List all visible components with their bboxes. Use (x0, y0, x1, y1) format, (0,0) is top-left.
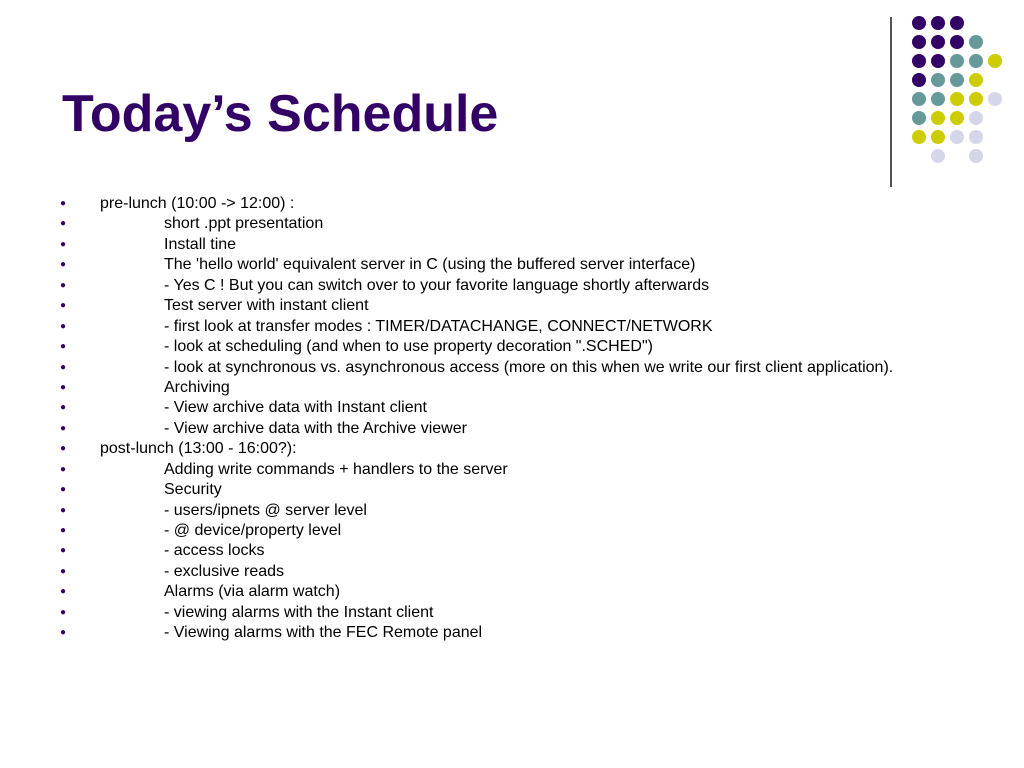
list-item (60, 582, 1000, 602)
list-item (60, 480, 1000, 500)
list-item (60, 337, 1000, 357)
list-item (60, 358, 1000, 378)
decorative-dot-grid (912, 16, 1012, 166)
bullet-text: The 'hello world' equivalent server in C (using the buffered server interface) (164, 256, 696, 274)
list-item (60, 398, 1000, 418)
list-item (60, 501, 1000, 521)
decorative-dot (950, 16, 964, 30)
bullet-dot-icon: ● (60, 422, 67, 434)
decorative-dot (950, 54, 964, 68)
bullet-dot-icon: ● (60, 361, 67, 373)
bullet-text: - Yes C ! But you can switch over to your favorite language shortly afterwards (164, 276, 710, 294)
decorative-dot (931, 54, 945, 68)
bullet-text: Test server with instant client (164, 297, 369, 315)
bullet-text: post-lunch (13:00 - 16:00?): (100, 440, 297, 458)
bullet-text: - first look at transfer modes : TIMER/DATACHANGE, CONNECT/NETWORK (164, 317, 713, 335)
bullet-text: - View archive data with the Archive viewer (164, 419, 467, 437)
decorative-dot (931, 111, 945, 125)
bullet-dot-icon: ● (60, 300, 67, 312)
decorative-dot (950, 130, 964, 144)
decorative-dot (969, 149, 983, 163)
bullet-text: - @ device/property level (164, 522, 342, 539)
bullet-dot-icon: ● (60, 238, 67, 250)
decorative-dot (931, 73, 945, 87)
slide-title: Today’s Schedule (62, 85, 499, 143)
list-item (60, 521, 1000, 541)
decorative-dot (969, 130, 983, 144)
bullet-text: Alarms (via alarm watch) (164, 583, 341, 601)
bullet-text: - viewing alarms with the Instant client (164, 603, 434, 621)
decorative-dot (912, 130, 926, 144)
list-item (60, 317, 1000, 337)
bullet-text: - look at synchronous vs. asynchronous access (more on this when we write our first client application). (164, 358, 894, 376)
bullet-dot-icon: ● (60, 218, 67, 230)
bullet-dot-icon: ● (60, 402, 67, 414)
bullet-dot-icon: ● (60, 545, 67, 557)
decorative-dot (969, 54, 983, 68)
decorative-dot (912, 16, 926, 30)
list-item (60, 460, 1000, 480)
bullet-dot-icon: ● (60, 504, 67, 516)
bullet-text: Archiving (164, 378, 230, 396)
title-divider-line (890, 17, 892, 187)
list-item (60, 276, 1000, 296)
bullet-text: - look at scheduling (and when to use property decoration ".SCHED") (164, 338, 653, 356)
bullet-text: - exclusive reads (164, 562, 285, 580)
bullet-dot-icon: ● (60, 259, 67, 271)
list-item (60, 194, 1000, 214)
decorative-dot (969, 73, 983, 87)
decorative-dot (912, 92, 926, 106)
bullet-dot-icon: ● (60, 586, 67, 598)
list-item (60, 603, 1000, 623)
decorative-dot (931, 149, 945, 163)
decorative-dot (969, 92, 983, 106)
bullet-text: pre-lunch (10:00 -> 12:00) : (100, 195, 295, 212)
list-item (60, 623, 1000, 643)
list-item (60, 214, 1000, 234)
list-item (60, 562, 1000, 582)
list-item (60, 255, 1000, 275)
decorative-dot (969, 111, 983, 125)
decorative-dot (969, 35, 983, 49)
bullet-dot-icon: ● (60, 463, 67, 475)
decorative-dot (931, 16, 945, 30)
bullet-dot-icon: ● (60, 606, 67, 618)
decorative-dot (950, 111, 964, 125)
decorative-dot (912, 35, 926, 49)
bullet-dot-icon: ● (60, 341, 67, 353)
decorative-dot (931, 130, 945, 144)
decorative-dot (950, 35, 964, 49)
list-item (60, 378, 1000, 398)
bullet-dot-icon: ● (60, 320, 67, 332)
bullet-dot-icon: ● (60, 279, 67, 291)
decorative-dot (950, 92, 964, 106)
bullet-text: - View archive data with Instant client (164, 399, 427, 417)
bullet-dot-icon: ● (60, 484, 67, 496)
decorative-dot (931, 92, 945, 106)
list-item (60, 419, 1000, 439)
bullet-text: Adding write commands + handlers to the server (164, 460, 508, 478)
bullet-text: - Viewing alarms with the FEC Remote panel (164, 624, 483, 642)
list-item (60, 541, 1000, 561)
bullet-text: - access locks (164, 542, 265, 560)
list-item (60, 296, 1000, 316)
list-item (60, 439, 1000, 459)
bullet-text: Install tine (164, 235, 237, 253)
bullet-dot-icon: ● (60, 381, 67, 393)
bullet-dot-icon: ● (60, 198, 67, 209)
decorative-dot (912, 54, 926, 68)
bullet-text: - users/ipnets @ server level (164, 501, 367, 519)
bullet-text: short .ppt presentation (164, 215, 324, 233)
bullet-dot-icon: ● (60, 525, 67, 536)
bullet-dot-icon: ● (60, 565, 67, 577)
decorative-dot (988, 92, 1002, 106)
bullet-text: Security (164, 481, 222, 499)
decorative-dot (931, 35, 945, 49)
decorative-dot (950, 73, 964, 87)
bullet-list (60, 194, 1000, 644)
decorative-dot (988, 54, 1002, 68)
decorative-dot (912, 73, 926, 87)
list-item (60, 235, 1000, 255)
bullet-dot-icon: ● (60, 443, 67, 455)
decorative-dot (912, 111, 926, 125)
bullet-dot-icon: ● (60, 627, 67, 639)
